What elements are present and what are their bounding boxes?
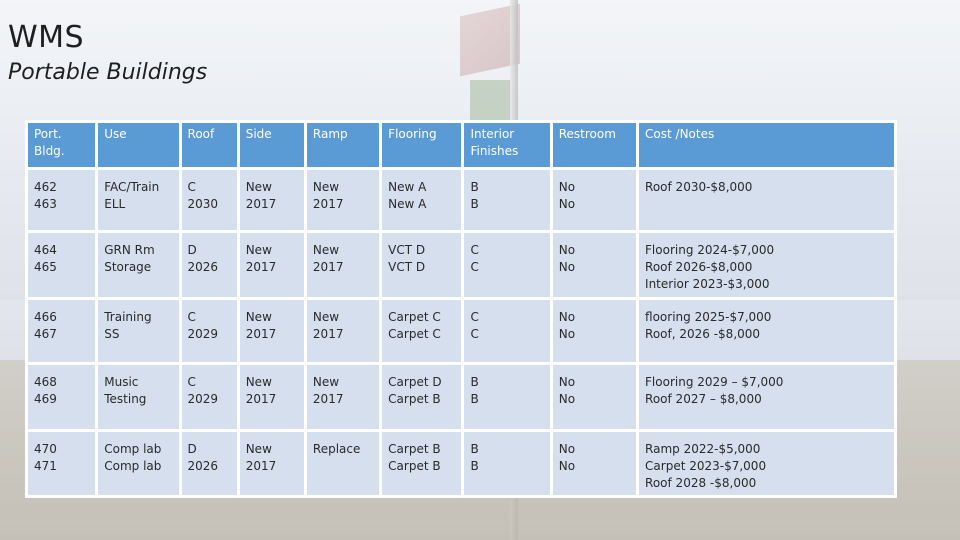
cell-ramp: New 2017 [307, 300, 379, 362]
header-port-bldg: Port. Bldg. [28, 123, 95, 167]
table-header-row [28, 123, 894, 167]
header-cost-notes: Cost /Notes [639, 123, 894, 167]
cell-interior: B B [464, 432, 549, 495]
cell-roof: C 2029 [182, 300, 237, 362]
cell-roof: C 2030 [182, 170, 237, 230]
cell-restroom: No No [553, 432, 636, 495]
cell-ramp: New 2017 [307, 233, 379, 297]
header-restroom: Restroom [553, 123, 636, 167]
slide-title: WMS [8, 20, 85, 55]
cell-side: New 2017 [240, 432, 304, 495]
cell-side: New 2017 [240, 365, 304, 429]
cell-port-bldg: 462 463 [28, 170, 95, 230]
cell-cost-notes: flooring 2025-$7,000 Roof, 2026 -$8,000 [639, 300, 894, 362]
cell-cost-notes: Flooring 2024-$7,000 Roof 2026-$8,000 Interior 2023-$3,000 [639, 233, 894, 297]
cell-cost-notes: Ramp 2022-$5,000 Carpet 2023-$7,000 Roof 2028 -$8,000 [639, 432, 894, 495]
cell-interior: C C [464, 233, 549, 297]
header-roof: Roof [182, 123, 237, 167]
cell-flooring: VCT D VCT D [382, 233, 461, 297]
cell-flooring: Carpet C Carpet C [382, 300, 461, 362]
cell-roof: C 2029 [182, 365, 237, 429]
table-row [28, 300, 894, 362]
cell-ramp: New 2017 [307, 365, 379, 429]
cell-side: New 2017 [240, 300, 304, 362]
header-side: Side [240, 123, 304, 167]
cell-cost-notes: Roof 2030-$8,000 [639, 170, 894, 230]
cell-restroom: No No [553, 170, 636, 230]
header-flooring: Flooring [382, 123, 461, 167]
cell-use: GRN Rm Storage [98, 233, 178, 297]
cell-use: Training SS [98, 300, 178, 362]
portable-buildings-table [25, 120, 897, 498]
cell-use: Music Testing [98, 365, 178, 429]
slide-subtitle: Portable Buildings [8, 60, 208, 85]
cell-use: FAC/Train ELL [98, 170, 178, 230]
header-ramp: Ramp [307, 123, 379, 167]
cell-ramp: Replace [307, 432, 379, 495]
cell-interior: C C [464, 300, 549, 362]
cell-port-bldg: 466 467 [28, 300, 95, 362]
cell-interior: B B [464, 170, 549, 230]
cell-flooring: Carpet B Carpet B [382, 432, 461, 495]
cell-side: New 2017 [240, 170, 304, 230]
cell-port-bldg: 464 465 [28, 233, 95, 297]
cell-restroom: No No [553, 300, 636, 362]
cell-port-bldg: 468 469 [28, 365, 95, 429]
header-interior-finishes: Interior Finishes [464, 123, 549, 167]
cell-interior: B B [464, 365, 549, 429]
cell-restroom: No No [553, 365, 636, 429]
table-row [28, 365, 894, 429]
cell-restroom: No No [553, 233, 636, 297]
cell-port-bldg: 470 471 [28, 432, 95, 495]
cell-ramp: New 2017 [307, 170, 379, 230]
table-row [28, 170, 894, 230]
table-row [28, 432, 894, 495]
cell-flooring: New A New A [382, 170, 461, 230]
cell-side: New 2017 [240, 233, 304, 297]
header-use: Use [98, 123, 178, 167]
cell-cost-notes: Flooring 2029 – $7,000 Roof 2027 – $8,000 [639, 365, 894, 429]
cell-roof: D 2026 [182, 233, 237, 297]
cell-use: Comp lab Comp lab [98, 432, 178, 495]
cell-roof: D 2026 [182, 432, 237, 495]
cell-flooring: Carpet D Carpet B [382, 365, 461, 429]
table-row [28, 233, 894, 297]
